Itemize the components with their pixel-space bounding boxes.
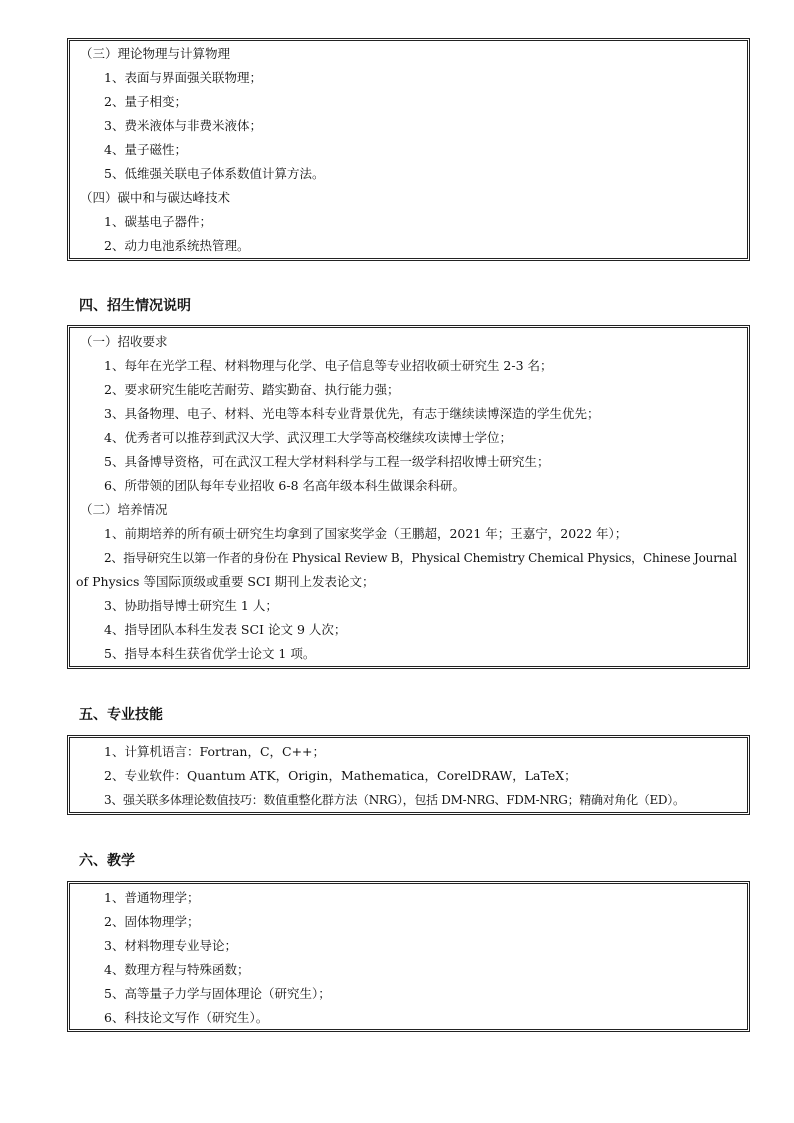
list-item: 5、具备博导资格，可在武汉工程大学材料科学与工程一级学科招收博士研究生； xyxy=(104,454,550,469)
list-item: 1、表面与界面强关联物理； xyxy=(104,70,262,85)
enrollment-box xyxy=(67,325,750,669)
subsection-heading: （三）理论物理与计算物理 xyxy=(80,46,231,61)
list-item: 2、专业软件：Quantum ATK，Origin，Mathematica，CorelDRAW，LaTeX； xyxy=(104,768,577,783)
list-item: 5、指导本科生获省优学士论文 1 项。 xyxy=(104,646,316,661)
list-item: 3、费米液体与非费米液体； xyxy=(104,118,262,133)
list-item-continuation: of Physics 等国际顶级或重要 SCI 期刊上发表论文； xyxy=(76,574,375,589)
list-item: 3、强关联多体理论数值技巧：数值重整化群方法（NRG），包括 DM-NRG、FDM-NRG；精确对角化（ED）。 xyxy=(104,793,685,807)
list-item: 3、具备物理、电子、材料、光电等本科专业背景优先，有志于继续读博深造的学生优先； xyxy=(104,406,600,421)
list-item: 3、协助指导博士研究生 1 人； xyxy=(104,598,278,613)
research-directions-box xyxy=(67,38,750,261)
list-item: 3、材料物理专业导论； xyxy=(104,938,237,953)
list-item: 4、指导团队本科生发表 SCI 论文 9 人次； xyxy=(104,622,347,637)
list-item: 1、前期培养的所有硕士研究生均拿到了国家奖学金（王鹏超，2021 年；王嘉宁，2022 年）； xyxy=(104,526,628,541)
section-heading: 六、教学 xyxy=(79,853,135,869)
list-item: 4、量子磁性； xyxy=(104,142,187,157)
list-item: 4、数理方程与特殊函数； xyxy=(104,962,250,977)
list-item: 1、碳基电子器件； xyxy=(104,214,212,229)
skills-box xyxy=(67,735,750,815)
list-item: 1、每年在光学工程、材料物理与化学、电子信息等专业招收硕士研究生 2-3 名； xyxy=(104,358,553,373)
list-item: 2、指导研究生以第一作者的身份在 Physical Review B，Physical Chemistry Chemical Physics，Chinese Journal xyxy=(104,551,737,565)
teaching-box xyxy=(67,881,750,1032)
list-item: 5、高等量子力学与固体理论（研究生）； xyxy=(104,986,331,1001)
list-item: 1、普通物理学； xyxy=(104,890,200,905)
list-item: 4、优秀者可以推荐到武汉大学、武汉理工大学等高校继续攻读博士学位； xyxy=(104,430,512,445)
list-item: 2、动力电池系统热管理。 xyxy=(104,238,250,253)
list-item: 2、要求研究生能吃苦耐劳、踏实勤奋、执行能力强； xyxy=(104,382,400,397)
list-item: 2、量子相变； xyxy=(104,94,187,109)
section-heading: 四、招生情况说明 xyxy=(79,298,191,314)
list-item: 2、固体物理学； xyxy=(104,914,200,929)
subsection-heading: （二）培养情况 xyxy=(80,502,168,517)
list-item: 1、计算机语言：Fortran，C，C++； xyxy=(104,744,326,759)
section-heading: 五、专业技能 xyxy=(79,707,163,723)
list-item: 6、科技论文写作（研究生）。 xyxy=(104,1010,269,1025)
subsection-heading: （四）碳中和与碳达峰技术 xyxy=(80,190,231,205)
list-item: 5、低维强关联电子体系数值计算方法。 xyxy=(104,166,325,181)
subsection-heading: （一）招收要求 xyxy=(80,334,168,349)
list-item: 6、所带领的团队每年专业招收 6-8 名高年级本科生做课余科研。 xyxy=(104,478,466,493)
